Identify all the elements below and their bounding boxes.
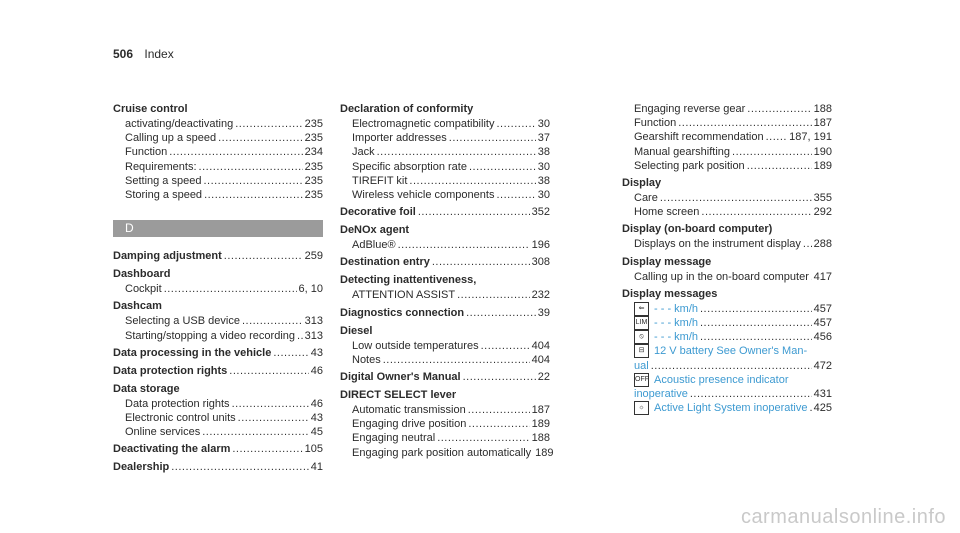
index-subentry[interactable]	[113, 314, 323, 328]
index-subentry[interactable]	[113, 174, 323, 188]
subentry-text: Low outside temperatures	[352, 339, 479, 352]
message-link[interactable]: 12 V battery See Owner's Man-	[654, 345, 808, 358]
page-ref[interactable]: 189	[531, 418, 550, 431]
subentry-text: Home screen	[634, 206, 700, 219]
index-subentry[interactable]	[622, 316, 832, 330]
page-ref[interactable]: 30	[537, 118, 550, 130]
warning-symbol-icon: ⦸	[634, 330, 649, 344]
leader-dots	[232, 397, 309, 411]
term-text: Data processing in the vehicle	[113, 346, 272, 359]
message-link[interactable]: Active Light System inoperative	[654, 402, 808, 415]
page-ref[interactable]: 417	[813, 270, 832, 283]
index-subentry[interactable]	[622, 237, 832, 251]
index-term: Display	[622, 177, 662, 190]
leader-dots	[202, 425, 309, 439]
page-ref[interactable]: 43	[310, 412, 323, 425]
term-text: Deactivating the alarm	[113, 443, 231, 456]
page-ref[interactable]: 190	[813, 145, 832, 158]
leader-dots	[809, 401, 811, 415]
page-ref[interactable]: 235	[304, 160, 323, 173]
subentry-text: Engaging reverse gear	[634, 103, 746, 115]
index-entry	[340, 205, 550, 220]
leader-dots	[232, 442, 302, 457]
message-link[interactable]: - - - km/h	[654, 317, 698, 330]
page-number: 506	[113, 47, 134, 61]
message-link[interactable]: - - - km/h	[654, 331, 698, 344]
index-subentry[interactable]	[622, 373, 832, 387]
leader-dots	[469, 160, 536, 174]
index-term: Display message	[622, 255, 712, 268]
index-subentry[interactable]	[340, 403, 550, 417]
subentry-text: Calling up a speed	[125, 132, 217, 145]
term-text: Diagnostics connection	[340, 306, 465, 319]
watermark: carmanualsonline.info	[740, 506, 946, 528]
leader-dots	[418, 205, 530, 220]
leader-dots	[457, 288, 530, 302]
term-text: Decorative foil	[340, 206, 416, 219]
page-ref[interactable]: 187	[813, 117, 832, 130]
index-entry	[113, 267, 323, 296]
leader-dots	[242, 314, 303, 328]
index-term[interactable]	[113, 364, 323, 379]
index-term[interactable]	[113, 249, 323, 264]
index-entry	[113, 442, 323, 457]
index-term: Diesel	[340, 324, 373, 337]
index-subentry[interactable]	[113, 117, 323, 131]
index-subentry[interactable]	[622, 401, 832, 415]
index-entry	[340, 388, 554, 460]
index-subentry[interactable]	[340, 131, 550, 145]
page-ref[interactable]: 30	[537, 160, 550, 173]
subentry-text: activating/deactivating	[125, 118, 234, 130]
page-ref[interactable]: 235	[304, 174, 323, 187]
leader-dots	[224, 249, 303, 264]
leader-dots	[700, 330, 812, 344]
subentry-text: Selecting park position	[634, 159, 745, 172]
subentry-text: Engaging park position automatically	[352, 446, 532, 459]
subentry-text: Electromagnetic compatibility	[352, 118, 495, 130]
page-ref[interactable]: 355	[813, 192, 832, 205]
index-subentry[interactable]	[113, 329, 323, 343]
letter-heading: D	[113, 220, 323, 237]
index-entry-continued	[622, 102, 832, 173]
subentry-text: Cockpit	[125, 283, 162, 296]
page-ref[interactable]: 39	[537, 306, 550, 319]
warning-symbol-icon: ⇐	[634, 302, 649, 316]
index-subentry[interactable]	[340, 238, 550, 252]
leader-dots	[383, 353, 530, 367]
page-ref[interactable]: 46	[310, 364, 323, 377]
index-term[interactable]	[340, 306, 550, 321]
page-ref[interactable]: 235	[304, 118, 323, 130]
index-term[interactable]	[113, 460, 323, 475]
index-subentry[interactable]	[622, 130, 832, 144]
term-text: Dealership	[113, 461, 170, 474]
subentry-text: AdBlue®	[352, 239, 396, 252]
index-entry	[113, 346, 323, 361]
index-term: Dashcam	[113, 300, 162, 313]
index-subentry[interactable]	[340, 145, 550, 159]
page-ref[interactable]: 105	[304, 443, 323, 456]
page-ref[interactable]: 425	[813, 402, 832, 415]
leader-dots	[463, 370, 536, 385]
index-subentry[interactable]	[622, 159, 832, 173]
leader-dots	[449, 131, 536, 145]
index-subentry[interactable]	[340, 446, 554, 460]
subentry-text: Electronic control units	[125, 412, 236, 425]
leader-dots	[701, 205, 811, 219]
index-subentry[interactable]	[340, 417, 550, 431]
leader-dots	[732, 145, 812, 159]
index-subentry[interactable]	[113, 425, 323, 439]
index-term[interactable]	[340, 370, 550, 385]
index-subentry[interactable]	[622, 191, 832, 205]
index-entry	[622, 255, 832, 284]
page-ref[interactable]: 292	[813, 206, 832, 219]
index-entry	[622, 287, 832, 416]
page-ref[interactable]: 187, 191	[789, 131, 832, 144]
page-ref[interactable]: 6, 10	[298, 283, 323, 296]
term-text: Digital Owner's Manual	[340, 371, 461, 384]
subentry-text: Requirements:	[125, 160, 197, 173]
index-subentry[interactable]	[622, 145, 832, 159]
leader-dots	[229, 364, 308, 379]
leader-dots	[700, 316, 812, 330]
index-subentry[interactable]	[113, 145, 323, 159]
index-subentry[interactable]	[113, 282, 323, 296]
leader-dots	[496, 117, 535, 131]
warning-symbol-icon: ⊟	[634, 344, 649, 358]
page-ref[interactable]: 472	[813, 359, 832, 372]
page-ref[interactable]: 37	[537, 132, 550, 145]
index-subentry[interactable]	[113, 188, 323, 202]
index-subentry[interactable]	[113, 160, 323, 174]
leader-dots	[203, 174, 302, 188]
message-link[interactable]: inoperative	[634, 388, 688, 401]
index-term[interactable]	[340, 255, 550, 270]
index-subentry[interactable]	[113, 397, 323, 411]
leader-dots	[747, 102, 811, 116]
message-link[interactable]: Acoustic presence indicator	[654, 373, 789, 386]
leader-dots	[377, 145, 536, 159]
page-ref[interactable]: 38	[537, 146, 550, 159]
page-ref[interactable]: 235	[304, 189, 323, 202]
subentry-text: ATTENTION ASSIST	[352, 289, 456, 302]
leader-dots	[678, 116, 811, 130]
index-entry	[113, 460, 323, 475]
page-ref[interactable]: 288	[813, 238, 832, 251]
index-entry	[113, 249, 323, 264]
index-subentry[interactable]	[340, 339, 550, 353]
leader-dots	[164, 282, 297, 296]
subentry-text: Engaging drive position	[352, 418, 467, 431]
subentry-text: Setting a speed	[125, 174, 202, 187]
index-entry	[113, 299, 323, 342]
term-text: Damping adjustment	[113, 250, 222, 263]
page-ref[interactable]: 456	[813, 331, 832, 344]
leader-dots	[169, 145, 302, 159]
page-ref[interactable]: 43	[310, 346, 323, 359]
index-subentry[interactable]	[622, 387, 832, 401]
index-subentry[interactable]	[622, 205, 832, 219]
page-ref[interactable]: 259	[304, 250, 323, 263]
page-ref[interactable]: 45	[310, 426, 323, 439]
subentry-text: Data protection rights	[125, 397, 230, 410]
index-subentry[interactable]	[340, 431, 550, 445]
leader-dots	[481, 339, 530, 353]
index-subentry[interactable]	[340, 117, 550, 131]
index-entry	[340, 370, 550, 385]
page-ref[interactable]: 30	[537, 189, 550, 202]
leader-dots	[690, 387, 812, 401]
leader-dots	[297, 329, 303, 343]
index-term: Dashboard	[113, 268, 171, 281]
index-column-3	[622, 102, 832, 418]
index-term: DIRECT SELECT lever	[340, 389, 457, 402]
subentry-text: Care	[634, 192, 658, 205]
page-ref[interactable]: 404	[531, 353, 550, 366]
warning-symbol-icon: LIM	[634, 316, 649, 330]
index-entry	[340, 223, 550, 252]
index-entry	[340, 273, 550, 302]
leader-dots	[199, 160, 303, 174]
index-subentry[interactable]	[622, 102, 832, 116]
leader-dots	[204, 188, 303, 202]
subentry-text: Online services	[125, 426, 201, 439]
page-ref[interactable]: 431	[813, 388, 832, 401]
page-ref[interactable]: 352	[531, 206, 550, 219]
leader-dots	[432, 255, 530, 270]
page-ref[interactable]: 313	[304, 329, 323, 342]
index-subentry[interactable]	[113, 411, 323, 425]
leader-dots	[398, 238, 530, 252]
leader-dots	[218, 131, 303, 145]
index-subentry[interactable]	[340, 174, 550, 188]
warning-symbol-icon: OFF	[634, 373, 649, 387]
leader-dots	[766, 130, 788, 144]
index-subentry[interactable]	[622, 330, 832, 344]
subentry-text: Selecting a USB device	[125, 315, 240, 328]
index-entry	[113, 364, 323, 379]
index-entry	[622, 176, 832, 219]
leader-dots	[468, 417, 529, 431]
subentry-text: TIREFIT kit	[352, 174, 408, 187]
index-subentry[interactable]	[340, 188, 550, 202]
subentry-text: Importer addresses	[352, 132, 447, 145]
index-term: Data storage	[113, 382, 180, 395]
subentry-text: Wireless vehicle components	[352, 189, 495, 202]
page-ref[interactable]: 187	[531, 404, 550, 417]
leader-dots	[700, 302, 812, 316]
index-subentry[interactable]	[622, 344, 832, 358]
index-term: Display (on-board computer)	[622, 223, 773, 236]
index-term: Detecting inattentiveness,	[340, 274, 477, 287]
index-entry	[340, 255, 550, 270]
page-ref[interactable]: 232	[531, 289, 550, 302]
page-ref[interactable]: 313	[304, 315, 323, 328]
index-entry	[113, 102, 323, 202]
subentry-text: Manual gearshifting	[634, 145, 731, 158]
leader-dots	[803, 237, 812, 251]
page-ref[interactable]: 308	[531, 256, 550, 269]
index-term: Declaration of conformity	[340, 103, 474, 115]
index-subentry[interactable]	[622, 270, 832, 284]
leader-dots	[273, 346, 308, 361]
page-ref[interactable]: 196	[531, 239, 550, 252]
leader-dots	[747, 159, 812, 173]
page-ref[interactable]: 38	[537, 174, 550, 187]
index-term[interactable]	[340, 205, 550, 220]
page-ref[interactable]: 235	[304, 132, 323, 145]
subentry-text: Gearshift recommendation	[634, 131, 764, 144]
page-ref[interactable]: 188	[531, 432, 550, 445]
index-entry	[113, 382, 323, 440]
page-ref[interactable]: 457	[813, 317, 832, 330]
subentry-text: Specific absorption rate	[352, 160, 467, 173]
leader-dots	[660, 191, 812, 205]
subentry-text: Storing a speed	[125, 189, 203, 202]
index-subentry[interactable]	[622, 116, 832, 130]
subentry-text: Calling up in the on-board computer	[634, 270, 809, 283]
index-term: Display messages	[622, 287, 718, 300]
index-column-2	[340, 102, 554, 463]
index-subentry[interactable]	[340, 160, 550, 174]
page-header	[113, 47, 174, 61]
index-subentry[interactable]	[340, 288, 550, 302]
leader-dots	[651, 359, 812, 373]
page-ref[interactable]: 457	[813, 302, 832, 315]
index-entry	[340, 324, 550, 367]
index-term: Cruise control	[113, 103, 188, 115]
subentry-text: Displays on the instrument display	[634, 238, 801, 251]
index-subentry[interactable]	[113, 131, 323, 145]
subentry-text: Starting/stopping a video recording	[125, 329, 295, 342]
index-entry	[340, 102, 550, 202]
page-ref[interactable]: 189	[535, 446, 554, 459]
term-text: Destination entry	[340, 256, 430, 269]
leader-dots	[811, 270, 812, 284]
leader-dots	[235, 117, 302, 131]
leader-dots	[437, 431, 529, 445]
message-link[interactable]: ual	[634, 359, 649, 372]
subentry-text: Jack	[352, 146, 375, 159]
page-ref[interactable]: 234	[304, 146, 323, 159]
page-ref[interactable]: 41	[310, 461, 323, 474]
index-subentry[interactable]	[622, 302, 832, 316]
subentry-text: Function	[125, 146, 168, 159]
page-ref[interactable]: 404	[531, 339, 550, 352]
leader-dots	[409, 174, 535, 188]
subentry-text: Automatic transmission	[352, 404, 466, 417]
page-ref[interactable]: 22	[537, 371, 550, 384]
index-entry	[622, 222, 832, 251]
page-ref[interactable]: 46	[310, 397, 323, 410]
subentry-text: Engaging neutral	[352, 432, 436, 445]
index-subentry[interactable]	[622, 359, 832, 373]
index-entry	[340, 306, 550, 321]
index-term[interactable]	[113, 442, 323, 457]
index-term: DeNOx agent	[340, 224, 410, 237]
leader-dots	[171, 460, 309, 475]
leader-dots	[466, 306, 536, 321]
warning-symbol-icon: ☼	[634, 401, 649, 415]
section-name: Index	[144, 47, 174, 61]
page-ref[interactable]: 188	[813, 103, 832, 115]
term-text: Data protection rights	[113, 364, 228, 377]
message-link[interactable]: - - - km/h	[654, 302, 698, 315]
index-column-1	[113, 102, 323, 478]
page-ref[interactable]: 189	[813, 159, 832, 172]
leader-dots	[238, 411, 309, 425]
index-subentry[interactable]	[340, 353, 550, 367]
subentry-text: Notes	[352, 353, 381, 366]
subentry-text: Function	[634, 117, 677, 130]
leader-dots	[468, 403, 530, 417]
leader-dots	[496, 188, 535, 202]
index-term[interactable]	[113, 346, 323, 361]
